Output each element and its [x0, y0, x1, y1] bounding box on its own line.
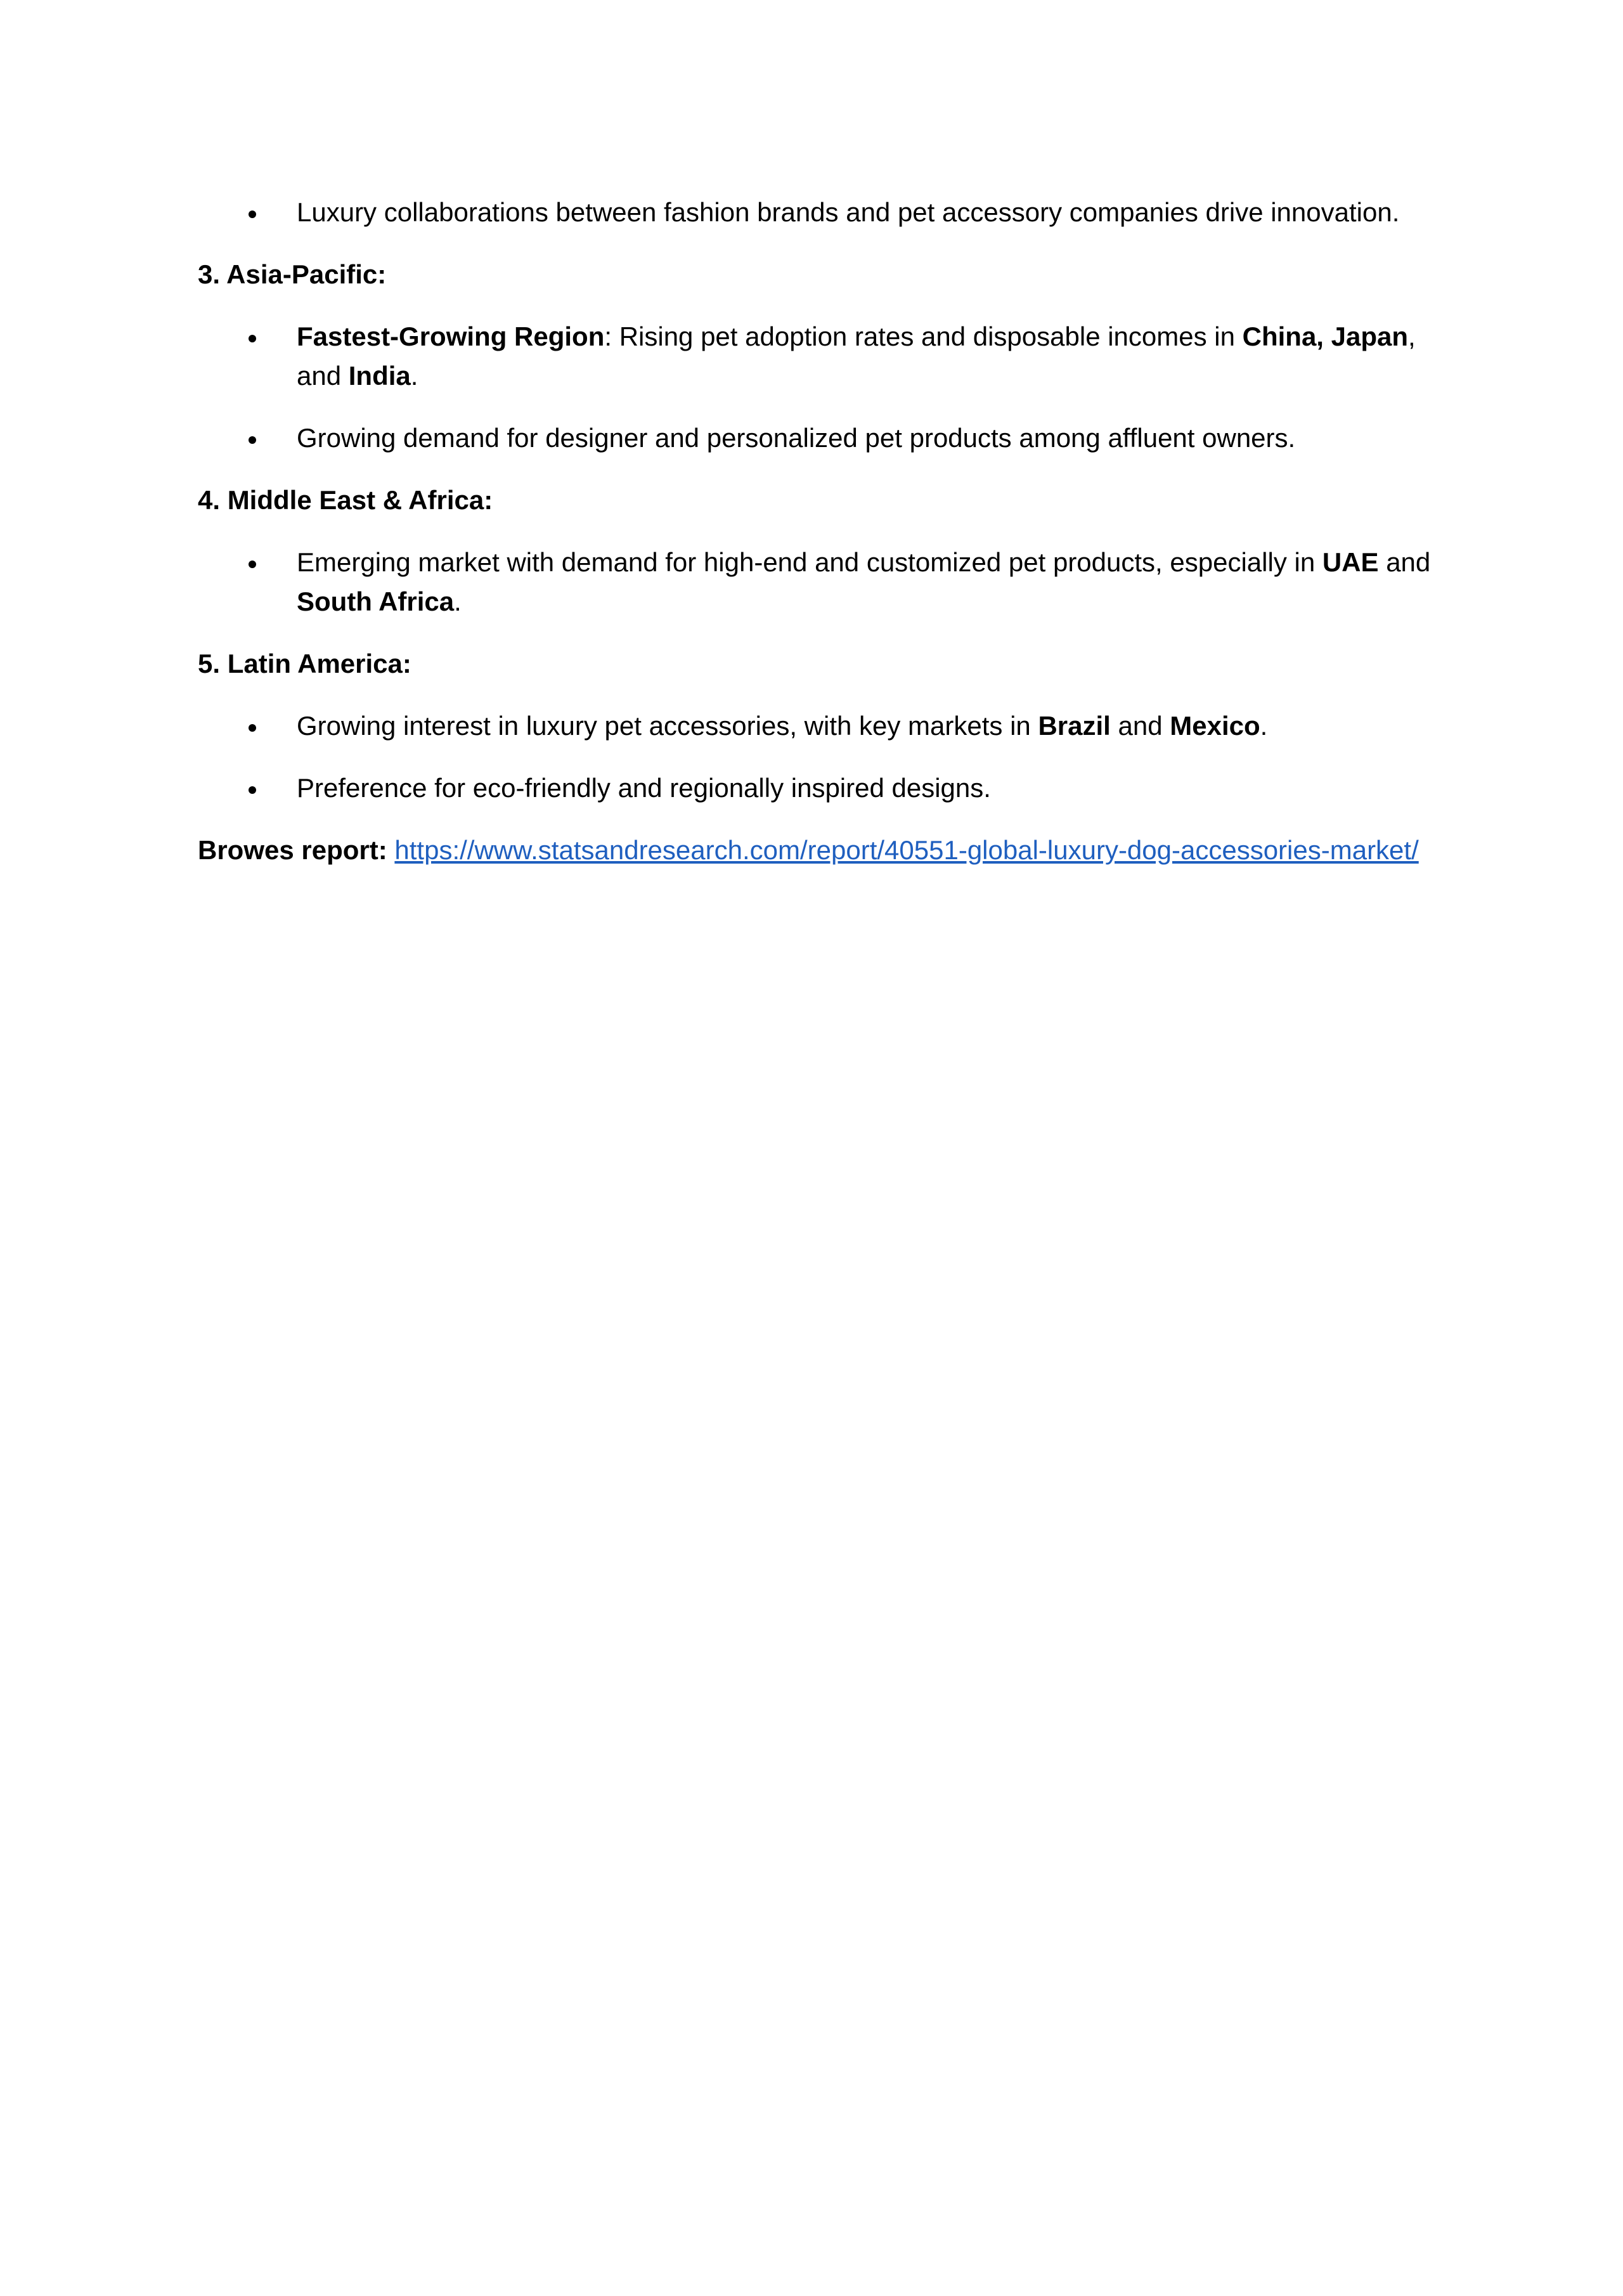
bullet-item [198, 317, 1440, 396]
text-run: Growing demand for designer and personalized pet products among affluent owners. [297, 423, 1296, 453]
section-heading: 4. Middle East & Africa: [198, 485, 493, 515]
bullet-item [198, 706, 1440, 746]
bullet-list [198, 317, 1440, 458]
region-section [198, 644, 1440, 808]
bold-text: Brazil [1038, 711, 1111, 741]
region-section [198, 481, 1440, 621]
bold-text: Fastest-Growing Region [297, 321, 605, 351]
text-run: . [454, 587, 462, 616]
bullet-dot-icon [249, 335, 256, 342]
bullet-item [198, 769, 1440, 808]
bold-text: India [348, 361, 411, 391]
bullet-item [198, 543, 1440, 621]
bullet-dot-icon [249, 561, 256, 568]
bullet-text [297, 197, 1399, 227]
text-run: : Rising pet adoption rates and disposable incomes in [604, 321, 1243, 351]
bold-text: China, Japan [1242, 321, 1409, 351]
region-section [198, 255, 1440, 458]
bullet-list [198, 193, 1440, 232]
text-run: Luxury collaborations between fashion brands and pet accessory companies drive innovation. [297, 197, 1400, 227]
bullet-list [198, 706, 1440, 808]
regional-sections [198, 193, 1440, 808]
bullet-list [198, 543, 1440, 621]
bullet-dot-icon [249, 724, 256, 732]
text-run: . [1260, 711, 1268, 741]
bullet-text [297, 547, 1430, 616]
bullet-text [297, 423, 1295, 453]
bullet-item [198, 418, 1440, 458]
text-run: . [410, 361, 418, 391]
bold-text: South Africa [297, 587, 455, 616]
text-run: Growing interest in luxury pet accessories, with key markets in [297, 711, 1038, 741]
report-line [198, 831, 1440, 870]
text-run: Preference for eco-friendly and regionally inspired designs. [297, 773, 991, 803]
bold-text: UAE [1322, 547, 1379, 577]
document-content [198, 193, 1440, 870]
bullet-dot-icon [249, 211, 256, 218]
section-heading: 5. Latin America: [198, 649, 411, 678]
bullet-text [297, 321, 1416, 391]
region-section [198, 193, 1440, 232]
bold-text: Mexico [1170, 711, 1260, 741]
text-run: Emerging market with demand for high-end and customized pet products, especially in [297, 547, 1322, 577]
report-link[interactable]: https://www.statsandresearch.com/report/40551-global-luxury-dog-accessories-market/ [394, 835, 1419, 865]
text-run: , and [297, 321, 1416, 391]
text-run: and [1110, 711, 1170, 741]
bullet-dot-icon [249, 786, 256, 794]
section-heading: 3. Asia-Pacific: [198, 259, 387, 289]
bullet-text [297, 711, 1267, 741]
text-run: and [1378, 547, 1431, 577]
bullet-dot-icon [249, 436, 256, 444]
bullet-item [198, 193, 1440, 232]
report-label: Browes report: [198, 835, 387, 865]
bullet-text [297, 773, 991, 803]
